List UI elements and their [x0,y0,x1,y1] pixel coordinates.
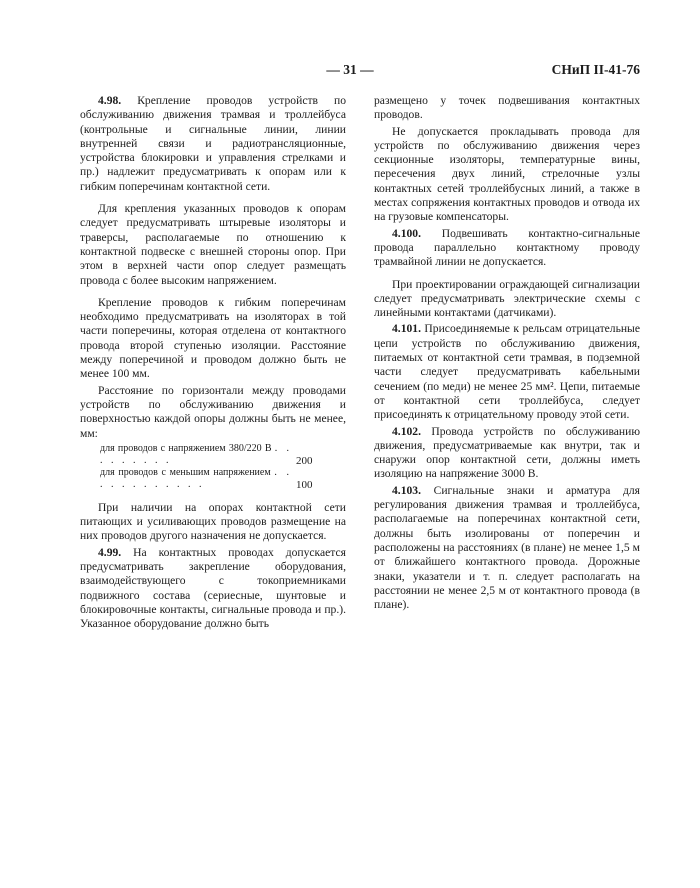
distance-table [80,443,346,491]
paragraph-text: Сигнальные знаки и арматура для регулирования движения трамвая и троллейбуса, располагаемые на поперечинах контактной сети, должны быть изолированы от поперечин и расположены на расстояниях (в плане) не менее 1,5 м от ближайшего контактного провода. Дорожные знаки, указатели и т. п. следует располагать на расстоянии не менее 2,5 м от контактного провода (в плане). [374,483,641,612]
left-column [80,94,346,634]
section-number: 4.100. [392,226,421,240]
right-column [374,94,640,614]
table-cell: для проводов с меньшим напряжением . . . . . . . . . . . . [100,466,293,490]
paragraph-4-101 [374,322,640,422]
paragraph-text: Провода устройств по обслуживанию движения, предусматриваемые как внутри, так и снаружи опор контактной сети, должны иметь изоляцию на напряжение 3000 В. [374,424,640,481]
section-number: 4.99. [98,545,122,559]
table-value: 100 [296,478,313,491]
table-cell: для проводов с напряжением 380/220 В . . . . . . . . . [100,442,293,466]
paragraph: При проектировании ограждающей сигнализации следует предусматривать электрические схемы с линейными контактами (датчиками). [374,277,640,320]
table-value: 200 [296,454,313,467]
page-number: — 31 — [326,62,374,77]
paragraph: Для крепления указанных проводов к опорам следует предусматривать штыревые изоляторы и траверсы, располагаемые по отношению к контактной подвеске с внешней стороны опор. При этом в верхней части опор следует размещать провода с более высоким напряжением. [80,202,346,287]
section-number: 4.102. [392,424,421,438]
table-row [80,443,346,467]
paragraph: Расстояние по горизонтали между проводами устройств по обслуживанию движения и поверхностью каждой опоры должны быть не менее, мм: [80,383,346,440]
section-number: 4.98. [98,94,122,107]
paragraph-4-98 [80,94,346,194]
section-number: 4.103. [392,483,421,497]
paragraph-text: Крепление проводов устройств по обслуживанию движения трамвая и троллейбуса (контрольные и сигнальные линии, линии внутренней связи и радиотрансляционные, устройства блокировки и управления стрелками и пр.) надлежит предусматривать к опорам или к гибким поперечинам контактной сети. [80,94,346,193]
paragraph: Крепление проводов к гибким поперечинам необходимо предусматривать на изоляторах в той части поперечины, которая отделена от контактного провода второй ступенью изоляции. Расстояние между поперечиной и проводом должно быть не менее 100 мм. [80,295,346,381]
paragraph: Не допускается прокладывать провода для устройств по обслуживанию движения через секционные изоляторы, температурные вины, пересечения двух линий, стрелочные узлы контактных сетей троллейбусных линий, а также в местах сопряжения контактных проводов и отвода их на грузовые компенсаторы. [374,124,640,224]
paragraph-text: Подвешивать контактно-сигнальные провода параллельно контактному проводу трамвайной линии не допускается. [374,226,640,269]
paragraph-4-103 [374,484,640,613]
table-row [80,467,346,491]
paragraph-4-102 [374,425,640,482]
section-number: 4.101. [392,322,421,336]
paragraph-4-100 [374,227,640,270]
paragraph-text: Присоединяемые к рельсам отрицательные цепи устройств по обслуживанию движения, питаемых от контактной сети трамвая, в подземной части следует предусматривать кабельными сечением (по меди) не менее 25 мм². Цепи, питаемые от контактной сети троллейбуса, следует присоединять к отрицательному проводу этой сети. [374,322,640,422]
paragraph: размещено у точек подвешивания контактных проводов. [374,94,640,122]
paragraph-4-99 [80,546,346,632]
document-code: СНиП II-41-76 [551,62,640,77]
paragraph-text: На контактных проводах допускается предусматривать закрепление оборудования, взаимодействующего с токоприемниками подвижного состава (сериесные, шунтовые и блокировочные контакты, сигнальные провода и пр.). Указанное оборудование должно быть [80,545,346,631]
page-header [0,62,700,82]
paragraph: При наличии на опорах контактной сети питающих и усиливающих проводов размещение на них проводов другого назначения не допускается. [80,500,346,543]
